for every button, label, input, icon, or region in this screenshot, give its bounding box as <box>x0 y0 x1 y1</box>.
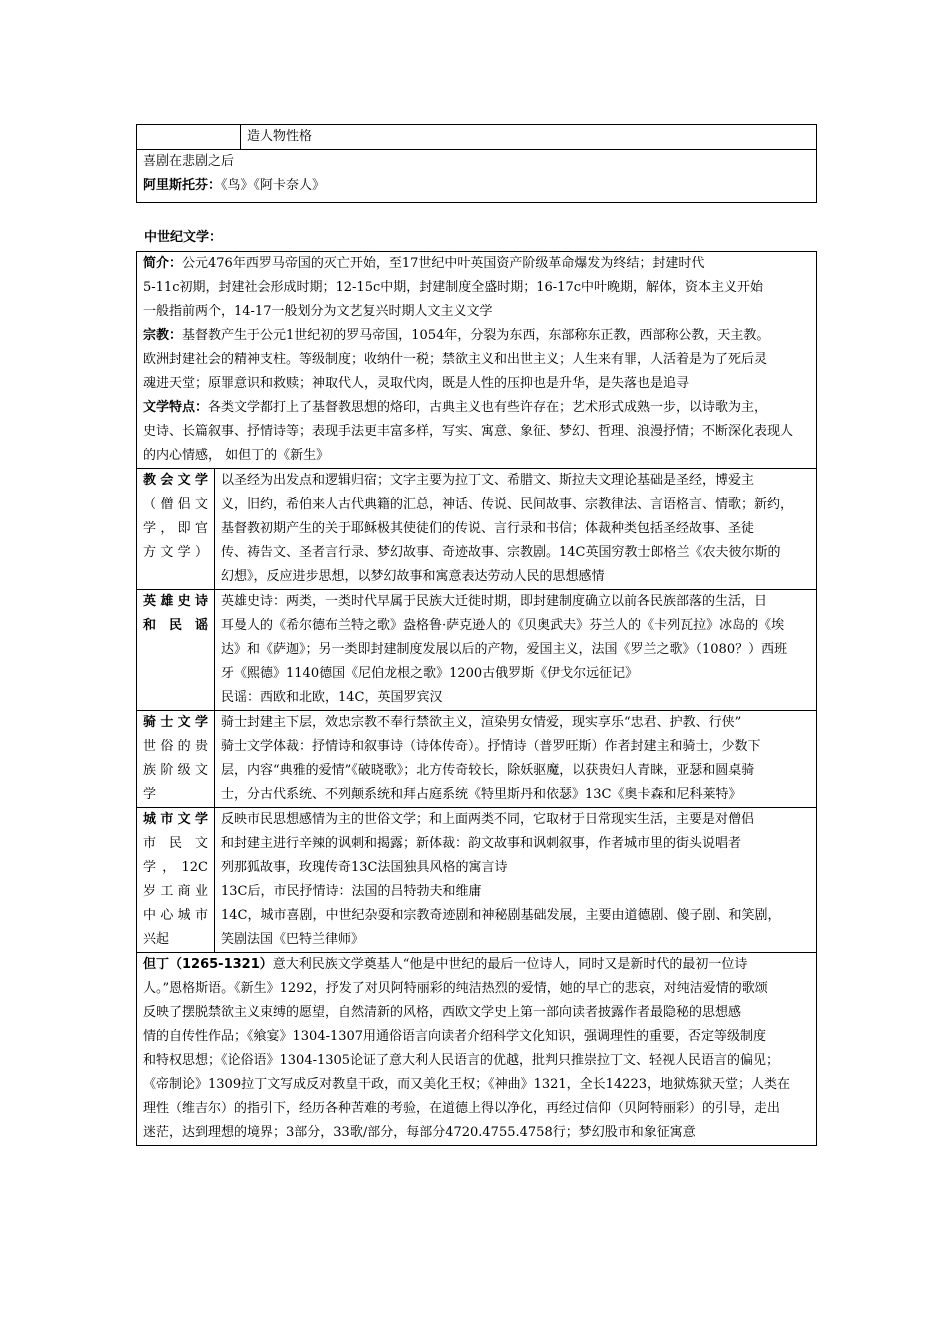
row-title: 城市文学 <box>143 812 208 827</box>
intro-line: 一般指前两个，14-17一般划分为文艺复兴时期人文主义文学 <box>143 304 493 319</box>
dante-cell <box>137 953 817 1146</box>
content-line: 基督教初期产生的关于耶稣极其使徒们的传说、言行录和书信；体裁种类包括圣经故事、圣徒 <box>221 521 755 536</box>
medieval-literature-table <box>136 251 817 1146</box>
knight-label-cell <box>137 711 215 808</box>
row-subtitle: 和民谣 <box>143 618 208 633</box>
dante-line: 理性（维吉尔）的指引下，经历各种苦难的考验，在道德上得以净化，再经过信仰（贝阿特丽彩）的引导，走出 <box>143 1101 781 1116</box>
dante-line: 迷茫，达到理想的境界；3部分，33歌/部分，每部分4720.4755.4758行；梦幻股市和象征寓意 <box>143 1125 696 1140</box>
content-line: 以圣经为出发点和逻辑归宿；文字主要为拉丁文、希腊文、斯拉夫文理论基础是圣经，博爱主 <box>221 473 755 488</box>
religion-label: 宗教： <box>143 328 183 343</box>
content-line: 列那狐故事，玫瑰传奇13C法国独具风格的寓言诗 <box>221 860 508 875</box>
church-lit-content-cell <box>215 469 817 590</box>
content-line: 笑剧法国《巴特兰律师》 <box>221 932 365 947</box>
row-subtitle: 岁工商业 <box>143 884 208 899</box>
row-subtitle: 中心城市 <box>143 908 208 923</box>
church-lit-label-cell <box>137 469 215 590</box>
row-title: 英雄史诗 <box>143 594 208 609</box>
row1-right-text: 造人物性格 <box>247 129 313 144</box>
dante-label: 但丁（1265-1321） <box>143 957 273 972</box>
greek-drama-table <box>136 124 817 203</box>
row-title: 骑士文学 <box>143 715 208 730</box>
intro-label: 简介： <box>143 256 183 271</box>
row-subtitle: 方文学） <box>143 545 208 560</box>
dante-line: 反映了摆脱禁欲主义束缚的愿望，自然清新的风格，西欧文学史上第一部向读者披露作者最隐秘的思想感 <box>143 1005 742 1020</box>
epic-content-cell <box>215 590 817 711</box>
content-line: 达》和《萨迦》；另一类即封建制度发展以后的产物，爱国主义，法国《罗兰之歌》（1080？）西班 <box>221 642 788 657</box>
content-line: 反映市民思想感情为主的世俗文学；和上面两类不同，它取材于日常现实生活，主要是对僧侣 <box>221 812 755 827</box>
content-line: 民谣：西欧和北欧，14C，英国罗宾汉 <box>221 690 443 705</box>
row-subtitle: 族阶级文 <box>143 763 208 778</box>
content-line: 骑士封建主下层，效忠宗教不奉行禁欲主义，渲染男女情爱，现实享乐“忠君、护教、行侠” <box>221 715 742 730</box>
dante-line: 但丁（1265-1321）意大利民族文学奠基人“他是中世纪的最后一位诗人，同时又是新时代的最初一位诗 <box>143 957 748 972</box>
row-subtitle: （僧侣文 <box>143 497 208 512</box>
intro-cell <box>137 252 817 469</box>
dante-line: 《帝制论》1309拉丁文写成反对教皇干政，而又美化王权；《神曲》1321，全长14223，地狱炼狱天堂；人类在 <box>143 1077 791 1092</box>
empty-cell <box>137 125 241 150</box>
intro-line: 简介：公元476年西罗马帝国的灭亡开始，至17世纪中叶英国资产阶级革命爆发为终结；封建时代 <box>143 256 705 271</box>
content-line: 耳曼人的《希尔德布兰特之歌》盎格鲁·萨克逊人的《贝奥武夫》芬兰人的《卡列瓦拉》冰岛的《埃 <box>221 618 785 633</box>
content-line: 义，旧约，希伯来人古代典籍的汇总，神话、传说、民间故事、宗教律法、言语格言、情歌；新约， <box>221 497 794 512</box>
row-subtitle: 兴起 <box>143 932 170 947</box>
row-subtitle: 学 ， 12C <box>143 860 208 875</box>
features-label: 文学特点： <box>143 400 209 415</box>
city-content-cell <box>215 808 817 953</box>
content-line: 和封建主进行辛辣的讽刺和揭露；新体裁：韵文故事和讽刺叙事，作者城市里的街头说唱者 <box>221 836 742 851</box>
comedy-line: 喜剧在悲剧之后 <box>143 154 235 169</box>
religion-line: 欧洲封建社会的精神支柱。等级制度；收纳什一税；禁欲主义和出世主义；人生来有罪，人活着是为了死后灵 <box>143 352 768 367</box>
features-line: 史诗、长篇叙事、抒情诗等；表现手法更丰富多样，写实、寓意、象征、梦幻、哲理、浪漫抒情；不断深化表现人 <box>143 424 794 439</box>
dante-line: 情的自传性作品；《飨宴》1304-1307用通俗语言向读者介绍科学文化知识，强调理性的重要，否定等级制度 <box>143 1029 767 1044</box>
row-title: 教会文学 <box>143 473 208 488</box>
features-line: 的内心情感， 如但丁的《新生》 <box>143 448 330 463</box>
aristophanes-works: 《鸟》《阿卡奈人》 <box>221 178 326 193</box>
dante-line: 和特权思想；《论俗语》1304-1305论证了意大利人民语言的优越，批判只推崇拉丁文、轻视人民语言的偏见； <box>143 1053 780 1068</box>
city-label-cell <box>137 808 215 953</box>
section-heading: 中世纪文学： <box>144 230 223 245</box>
intro-line: 5-11c初期，封建社会形成时期；12-15c中期，封建制度全盛时期；16-17c中叶晚期，解体，资本主义开始 <box>143 280 764 295</box>
religion-line: 宗教：基督教产生于公元1世纪初的罗马帝国，1054年，分裂为东西，东部称东正教，西部称公教，天主教。 <box>143 328 770 343</box>
content-line: 层，内容“典雅的爱情”《破晓歌》；北方传奇较长，除妖驱魔，以获贵妇人青睐，亚瑟和圆桌骑 <box>221 763 755 778</box>
content-line: 14C，城市喜剧，中世纪杂耍和宗教奇迹剧和神秘剧基础发展，主要由道德剧、傻子剧、和笑剧， <box>221 908 781 923</box>
content-line: 传、祷告文、圣者言行录、梦幻故事、奇迹故事、宗教剧。14C英国穷教士郎格兰《农夫彼尔斯的 <box>221 545 781 560</box>
dante-line: 人。”恩格斯语。《新生》1292，抒发了对贝阿特丽彩的纯洁热烈的爱情，她的早亡的悲哀，对纯洁爱情的歌颂 <box>143 981 768 996</box>
features-line: 文学特点：各类文学都打上了基督教思想的烙印，古典主义也有些许存在；艺术形式成熟一步，以诗歌为主， <box>143 400 768 415</box>
row-subtitle: 市 民 文 <box>143 836 208 851</box>
content-line: 士，分古代系统、不列颠系统和拜占庭系统《特里斯丹和依瑟》13C《奥卡森和尼科莱特》 <box>221 787 742 802</box>
row-subtitle: 学 <box>143 787 157 802</box>
knight-content-cell <box>215 711 817 808</box>
comedy-cell <box>137 150 817 203</box>
content-line: 13C后，市民抒情诗：法国的吕特勃夫和维庸 <box>221 884 482 899</box>
aristophanes-line <box>143 174 810 198</box>
religion-line: 魂进天堂；原罪意识和救赎；神取代人，灵取代肉，既是人性的压抑也是升华，是失落也是追寻 <box>143 376 690 391</box>
content-line: 牙《熙德》1140德国《尼伯龙根之歌》1200古俄罗斯《伊戈尔远征记》 <box>221 666 639 681</box>
content-line: 幻想》，反应进步思想，以梦幻故事和寓意表达劳动人民的思想感情 <box>221 569 605 584</box>
content-line: 骑士文学体裁：抒情诗和叙事诗（诗体传奇）。抒情诗（普罗旺斯）作者封建主和骑士，少数下 <box>221 739 761 754</box>
aristophanes-label: 阿里斯托芬： <box>143 178 222 193</box>
row-subtitle: 学，即官 <box>143 521 208 536</box>
epic-label-cell <box>137 590 215 711</box>
content-line: 英雄史诗：两类，一类时代早属于民族大迁徙时期，即封建制度确立以前各民族部落的生活，日 <box>221 594 768 609</box>
character-cell <box>241 125 817 150</box>
row-subtitle: 世俗的贵 <box>143 739 208 754</box>
